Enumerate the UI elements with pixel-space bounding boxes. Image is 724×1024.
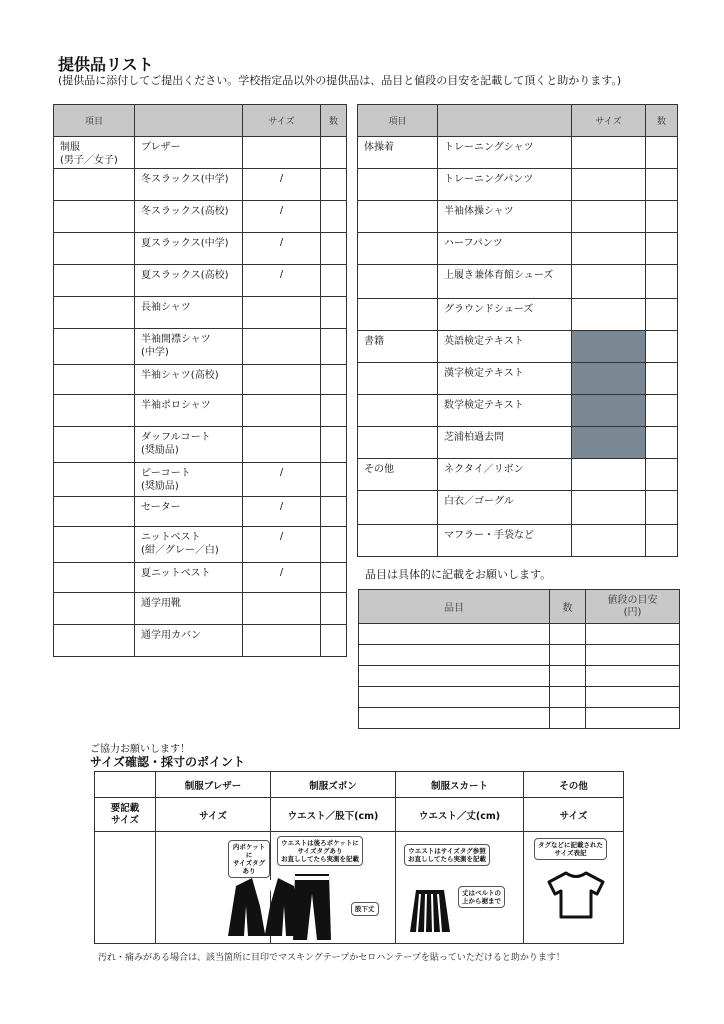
count-cell[interactable] [646,233,678,265]
table-row [358,395,678,427]
size-cell[interactable] [243,593,321,625]
empty-cell [95,832,156,944]
corner-cell [95,772,156,798]
size-cell[interactable] [243,365,321,395]
table-row [54,137,347,169]
item-cell: 数学検定テキスト [438,395,572,427]
size-cell[interactable]: / [243,233,321,265]
free-entry-table [358,589,680,729]
table-row [359,624,680,645]
table-row [54,365,347,395]
category-cell [54,395,135,427]
size-cell-disabled [572,427,646,459]
tshirt-icon [546,870,606,920]
size-cell[interactable]: / [243,497,321,527]
table-row [358,363,678,395]
category-cell [54,265,135,297]
count-cell[interactable] [321,201,347,233]
footer-note: 汚れ・痛みがある場合は、該当箇所に目印でマスキングテープかセロハンテープを貼っていただけると助かります！ [98,953,565,963]
product-input-cell[interactable] [359,666,550,687]
table-row [358,233,678,265]
table-row [54,527,347,563]
table-row [358,137,678,169]
pants-icon [291,872,333,942]
size-cell-disabled [572,395,646,427]
category-cell [54,563,135,593]
count-cell[interactable] [321,137,347,169]
count-cell[interactable] [321,563,347,593]
table-row [54,497,347,527]
item-cell: 通学用靴 [135,593,243,625]
count-input-cell[interactable] [550,624,586,645]
item-cell: 冬スラックス(高校) [135,201,243,233]
table-row [358,265,678,299]
category-cell: 制服 (男子／女子) [54,137,135,169]
item-cell: 夏スラックス(高校) [135,265,243,297]
size-cell-disabled [572,331,646,363]
table-row [54,463,347,497]
item-cell: セーター [135,497,243,527]
required-blazer: サイズ [156,798,271,832]
item-cell: 漢字検定テキスト [438,363,572,395]
table-row [358,459,678,491]
required-other: サイズ [524,798,624,832]
count-input-cell[interactable] [550,645,586,666]
table-row [54,625,347,657]
table-row [54,265,347,297]
table-row [358,491,678,525]
size-points-table [94,771,624,944]
item-cell: トレーニングシャツ [438,137,572,169]
item-cell: 半袖開襟シャツ (中学) [135,329,243,365]
price-input-cell[interactable] [586,645,680,666]
size-cell[interactable] [243,427,321,463]
category-cell [54,527,135,563]
size-cell[interactable] [243,329,321,365]
col-other: その他 [524,772,624,798]
col-header-item: 項目 [54,105,135,137]
table-row [54,297,347,329]
item-cell: マフラー・手袋など [438,525,572,557]
item-cell: ブレザー [135,137,243,169]
count-cell[interactable] [321,527,347,563]
size-cell[interactable] [243,137,321,169]
size-cell[interactable] [572,459,646,491]
size-cell[interactable] [243,625,321,657]
category-cell [358,169,438,201]
category-cell [358,201,438,233]
table-row [359,687,680,708]
product-input-cell[interactable] [359,687,550,708]
count-input-cell[interactable] [550,687,586,708]
table-row [54,201,347,233]
col-header-count: 数 [646,105,678,137]
size-cell[interactable] [572,265,646,299]
col-header-product: 品目 [359,590,550,624]
required-size-label: 要記載 サイズ [95,798,156,832]
skirt-length-bubble: 丈はベルトの 上から裾まで [458,886,505,908]
count-cell[interactable] [646,363,678,395]
category-cell [54,297,135,329]
table-row [358,299,678,331]
category-cell: 体操着 [358,137,438,169]
page-title: 提供品リスト [58,55,154,74]
item-cell: ピーコート (奨励品) [135,463,243,497]
size-cell[interactable] [572,299,646,331]
size-cell[interactable] [572,233,646,265]
category-cell [54,329,135,365]
price-input-cell[interactable] [586,666,680,687]
pants-waist-bubble: ウエストは後ろポケットに サイズタグあり お直ししてたら実測を記載 [277,836,363,866]
size-cell[interactable]: / [243,463,321,497]
count-input-cell[interactable] [550,666,586,687]
size-cell[interactable] [243,297,321,329]
count-cell[interactable] [321,233,347,265]
table-row [359,645,680,666]
category-cell [54,593,135,625]
size-cell[interactable] [572,137,646,169]
item-cell: 半袖シャツ(高校) [135,365,243,395]
item-cell: 夏スラックス(中学) [135,233,243,265]
category-cell [54,497,135,527]
item-cell: 英語検定テキスト [438,331,572,363]
product-input-cell[interactable] [359,708,550,729]
table-row [359,666,680,687]
size-section-title: サイズ確認・採寸のポイント [90,755,246,769]
category-cell [54,463,135,497]
item-cell: 上履き兼体育館シューズ [438,265,572,299]
table-row [54,395,347,427]
count-cell[interactable] [321,625,347,657]
col-header-count: 数 [550,590,586,624]
item-cell: ダッフルコート (奨励品) [135,427,243,463]
category-cell [54,427,135,463]
table-row [358,525,678,557]
count-input-cell[interactable] [550,708,586,729]
item-cell: 半袖ポロシャツ [135,395,243,427]
price-input-cell[interactable] [586,624,680,645]
item-cell: トレーニングパンツ [438,169,572,201]
col-pants: 制服ズボン [271,772,396,798]
category-cell [54,169,135,201]
size-cell[interactable]: / [243,265,321,297]
count-cell[interactable] [321,427,347,463]
count-cell[interactable] [321,593,347,625]
category-cell [358,427,438,459]
blazer-bubble: 内ポケットに サイズタグあり [228,840,270,878]
item-cell: 白衣／ゴーグル [438,491,572,525]
price-input-cell[interactable] [586,687,680,708]
count-cell[interactable] [646,265,678,299]
col-blazer: 制服ブレザー [156,772,271,798]
category-cell [54,201,135,233]
table-row [358,169,678,201]
size-cell[interactable] [572,201,646,233]
size-cell[interactable]: / [243,201,321,233]
table-row [54,169,347,201]
size-cell[interactable] [243,395,321,427]
product-input-cell[interactable] [359,624,550,645]
category-cell [54,625,135,657]
size-cell[interactable]: / [243,527,321,563]
category-cell [358,525,438,557]
other-illustration-cell [524,832,624,944]
count-cell[interactable] [646,331,678,363]
category-cell [54,233,135,265]
count-cell[interactable] [646,137,678,169]
col-header-size: サイズ [243,105,321,137]
size-cell[interactable] [572,169,646,201]
col-header-blank [135,105,243,137]
table-row [359,708,680,729]
skirt-icon [408,888,452,934]
col-header-item: 項目 [358,105,438,137]
other-bubble: タグなどに記載された サイズ表記 [534,838,607,860]
skirt-waist-bubble: ウエストはサイズタグ参照 お直ししてたら実測を記載 [404,844,490,866]
count-cell[interactable] [321,463,347,497]
count-cell[interactable] [646,201,678,233]
item-cell: グラウンドシューズ [438,299,572,331]
category-cell: 書籍 [358,331,438,363]
item-cell: ハーフパンツ [438,233,572,265]
count-cell[interactable] [646,395,678,427]
count-cell[interactable] [321,395,347,427]
count-cell[interactable] [321,497,347,527]
category-cell [358,395,438,427]
product-input-cell[interactable] [359,645,550,666]
item-cell: ニットベスト (紺／グレー／白) [135,527,243,563]
pants-illustration-cell [271,832,396,944]
table-row [358,427,678,459]
count-cell[interactable] [321,365,347,395]
count-cell[interactable] [646,491,678,525]
col-header-size: サイズ [572,105,646,137]
table-row [54,329,347,365]
count-cell[interactable] [321,329,347,365]
blazer-illustration-cell [156,832,271,944]
count-cell[interactable] [646,525,678,557]
free-entry-note: 品目は具体的に記載をお願いします。 [365,568,552,581]
size-cell[interactable] [572,491,646,525]
category-cell [358,233,438,265]
category-cell [358,299,438,331]
pants-inseam-bubble: 股下丈 [351,902,379,916]
cooperation-text: ご協力お願いします！ [90,744,190,755]
item-cell: 夏ニットベスト [135,563,243,593]
table-row [54,593,347,625]
table-row [54,427,347,463]
count-cell[interactable] [646,427,678,459]
count-cell[interactable] [646,459,678,491]
required-pants: ウエスト／股下(cm) [271,798,396,832]
skirt-illustration-cell [396,832,524,944]
category-cell [358,491,438,525]
table-row [54,563,347,593]
col-header-price: 値段の目安 (円) [586,590,680,624]
table-row [358,331,678,363]
item-cell: 長袖シャツ [135,297,243,329]
count-cell[interactable] [321,265,347,297]
count-cell[interactable] [646,169,678,201]
item-cell: 冬スラックス(中学) [135,169,243,201]
count-cell[interactable] [321,169,347,201]
size-cell[interactable]: / [243,563,321,593]
item-cell: 芝浦柏過去問 [438,427,572,459]
count-cell[interactable] [321,297,347,329]
category-cell [54,365,135,395]
category-cell [358,265,438,299]
item-cell: 半袖体操シャツ [438,201,572,233]
category-cell [358,363,438,395]
table-row [54,233,347,265]
price-input-cell[interactable] [586,708,680,729]
category-cell: その他 [358,459,438,491]
col-skirt: 制服スカート [396,772,524,798]
page-subtitle: (提供品に添付してご提出ください。学校指定品以外の提供品は、品目と値段の目安を記載して頂くと助かります。) [58,74,622,87]
item-cell: ネクタイ／リボン [438,459,572,491]
size-cell[interactable] [572,525,646,557]
count-cell[interactable] [646,299,678,331]
col-header-blank [438,105,572,137]
uniform-table [53,104,347,657]
item-cell: 通学用カバン [135,625,243,657]
size-cell[interactable]: / [243,169,321,201]
other-items-table [357,104,678,557]
size-cell-disabled [572,363,646,395]
col-header-count: 数 [321,105,347,137]
required-skirt: ウエスト／丈(cm) [396,798,524,832]
table-row [358,201,678,233]
